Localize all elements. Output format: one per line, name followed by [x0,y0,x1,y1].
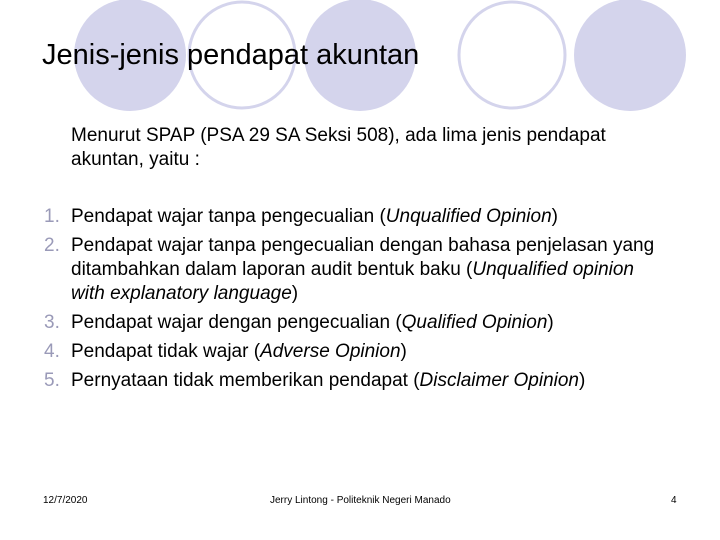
intro-text: Menurut SPAP (PSA 29 SA Seksi 508), ada lima jenis pendapat akuntan, yaitu : [71,125,606,170]
decorative-circle-ring [459,2,565,108]
list-item [0,311,656,335]
slide-title: Jenis-jenis pendapat akuntan [42,39,420,71]
list-number: 2. [44,235,60,256]
item-text: Pendapat wajar tanpa pengecualian dengan bahasa penjelasan yang ditambahkan dalam laporan audit bentuk baku ( [71,235,655,280]
item-text: Pendapat wajar dengan pengecualian ( [71,312,402,333]
item-term: Adverse Opinion [260,341,401,362]
footer-author: Jerry Lintong - Politeknik Negeri Manado [270,495,451,506]
opinion-list [0,205,720,398]
item-text: Pernyataan tidak memberikan pendapat ( [71,370,420,391]
item-text: ) [400,341,407,362]
item-term: Unqualified opinion with explanatory language [71,259,634,304]
item-text: ) [547,312,554,333]
item-text: ) [579,370,586,391]
item-term: Disclaimer Opinion [419,370,579,391]
list-item [0,205,656,229]
item-text: ) [291,283,299,304]
item-text: Pendapat tidak wajar ( [71,341,261,362]
item-term: Qualified Opinion [401,312,548,333]
list-item [0,340,656,364]
list-number: 5. [44,370,60,391]
list-number: 4. [44,341,60,362]
list-number: 3. [44,312,60,333]
list-number: 1. [44,206,60,227]
page-number: 4 [671,495,677,506]
list-item [0,234,656,306]
item-text: Pendapat wajar tanpa pengecualian ( [71,206,386,227]
item-text: ) [551,206,558,227]
decorative-circle [574,0,686,111]
footer-date: 12/7/2020 [43,495,88,506]
item-term: Unqualified Opinion [385,206,552,227]
list-item [0,369,656,393]
